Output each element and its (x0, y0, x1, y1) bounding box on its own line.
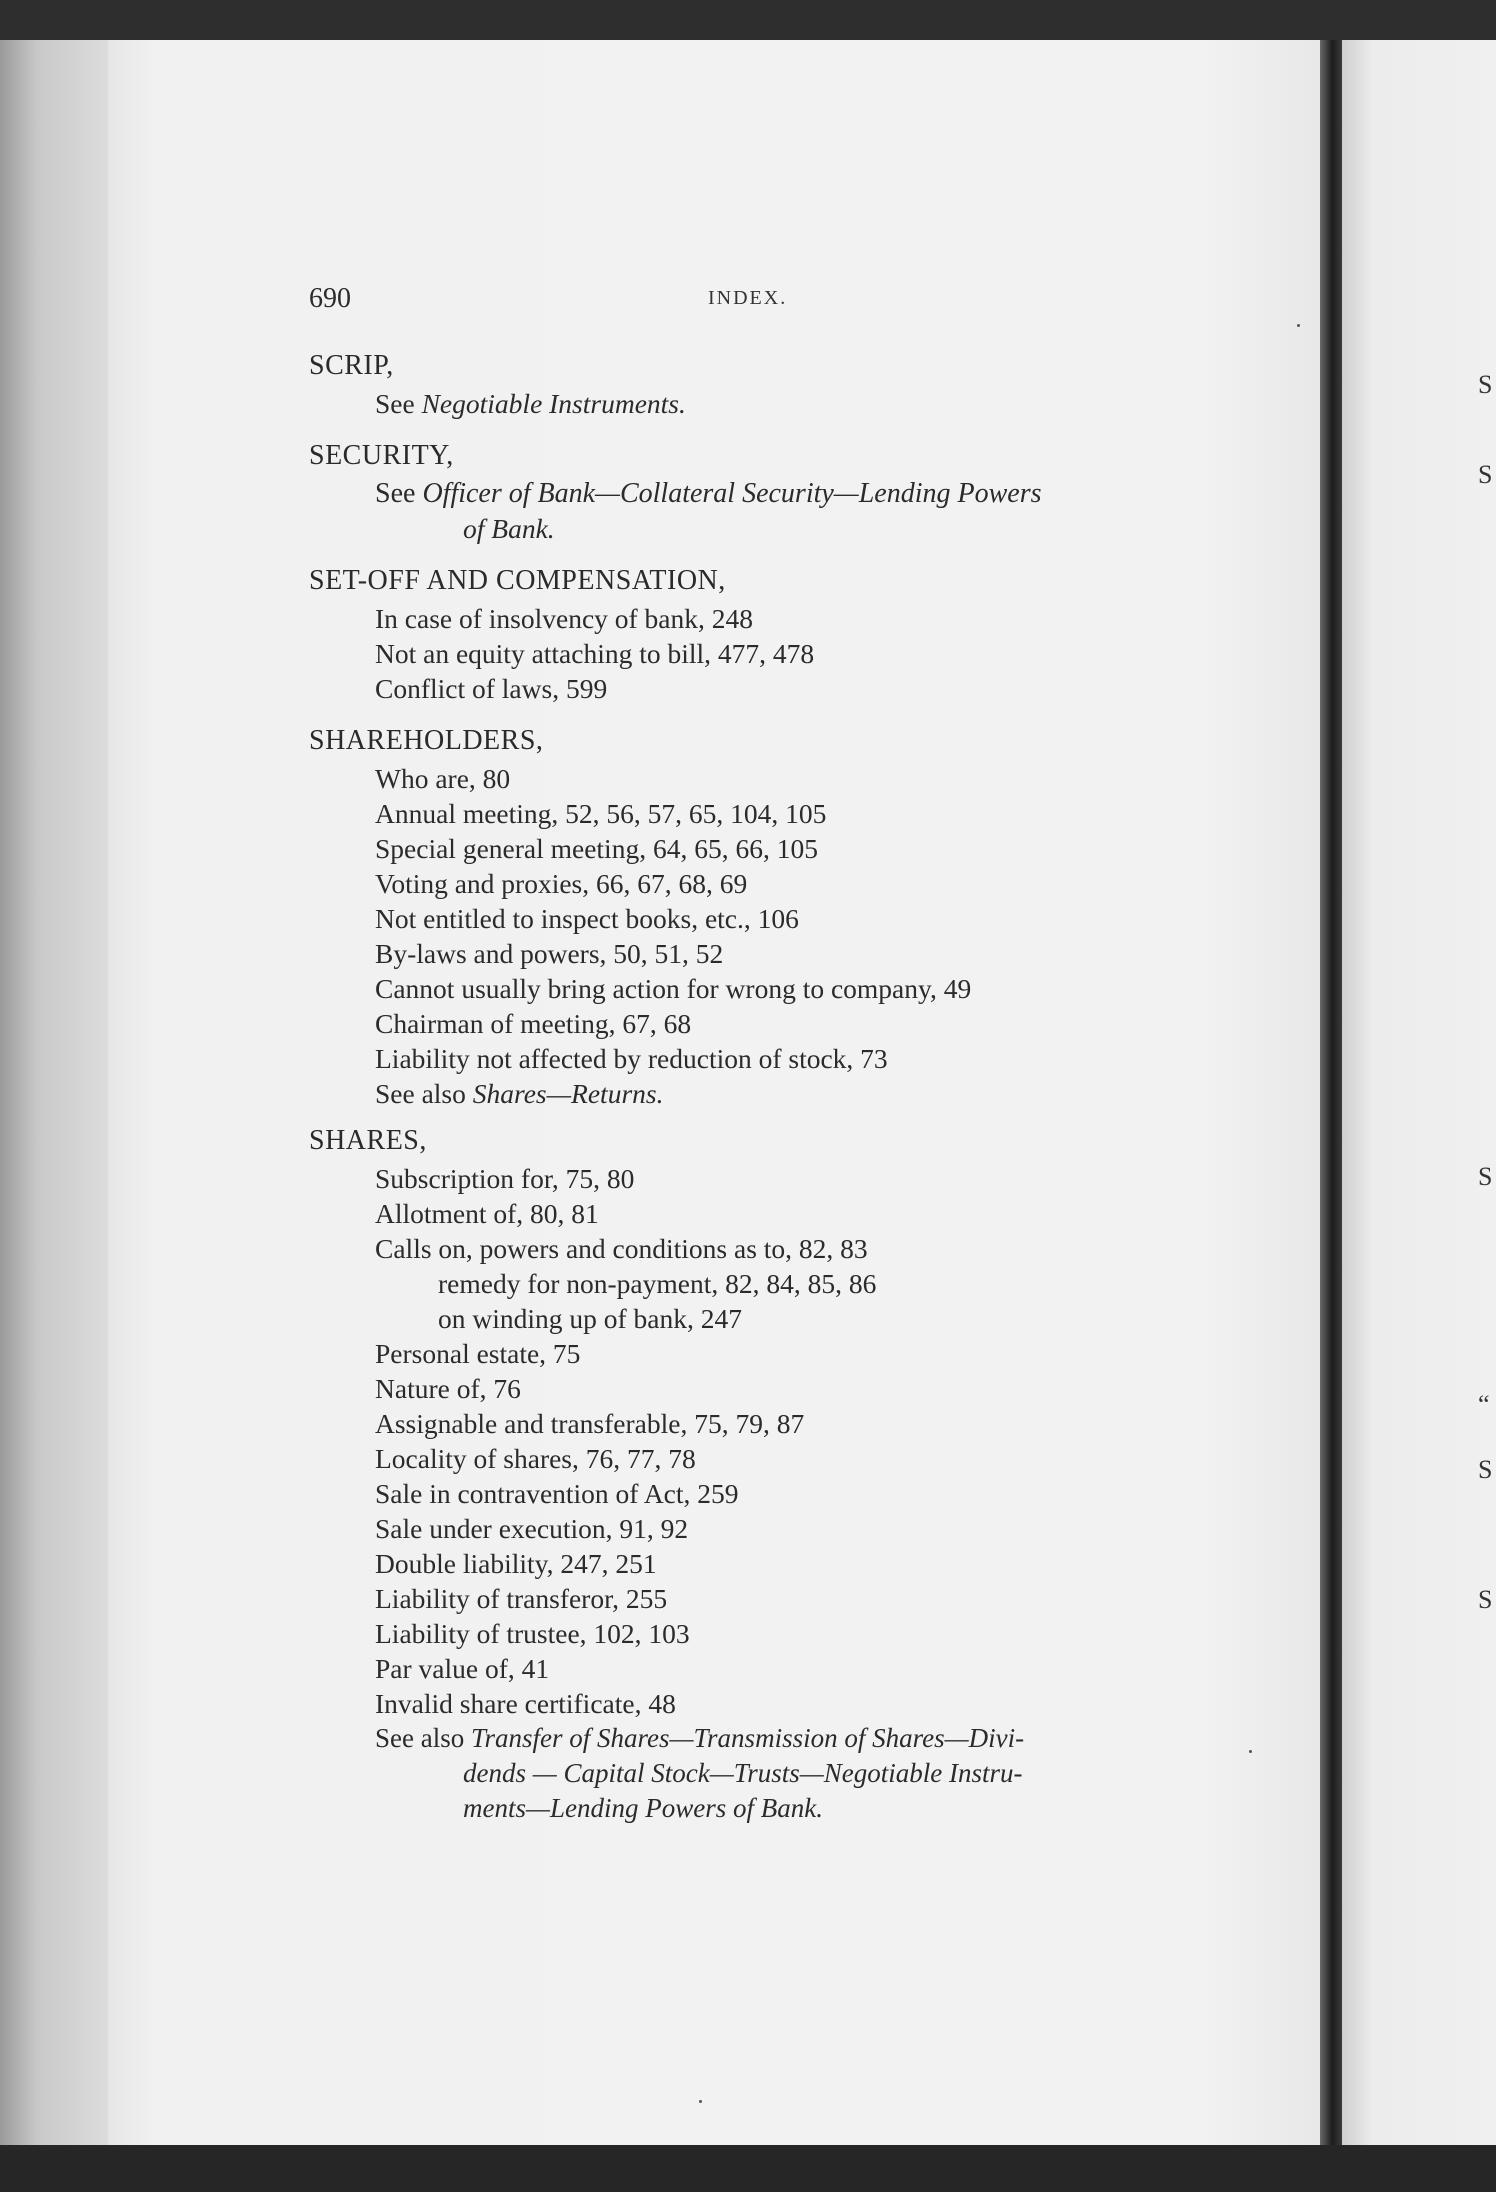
index-entry: Allotment of, 80, 81 (375, 1198, 599, 1229)
index-entry: Not entitled to inspect books, etc., 106 (375, 903, 799, 934)
index-heading-shares: SHARES, (309, 1125, 427, 1156)
left-book-edge (0, 40, 108, 2145)
index-entry: Cannot usually bring action for wrong to company, 49 (375, 973, 972, 1004)
index-subentry: on winding up of bank, 247 (438, 1303, 743, 1334)
index-entry: Nature of, 76 (375, 1373, 521, 1404)
page-number: 690 (309, 283, 351, 314)
index-entry: Liability not affected by reduction of stock, 73 (375, 1043, 888, 1074)
index-entry: By-laws and powers, 50, 51, 52 (375, 938, 724, 969)
index-entry: Voting and proxies, 66, 67, 68, 69 (375, 868, 748, 899)
index-entry: Who are, 80 (375, 763, 511, 794)
index-entry: Special general meeting, 64, 65, 66, 105 (375, 833, 818, 864)
facing-page-edge (1342, 40, 1496, 2145)
index-entry-continuation: dends — Capital Stock—Trusts—Negotiable Instru- (463, 1758, 1023, 1788)
index-entry: Personal estate, 75 (375, 1338, 581, 1369)
index-entry: Subscription for, 75, 80 (375, 1163, 635, 1194)
index-entry: In case of insolvency of bank, 248 (375, 603, 754, 634)
index-entry: Double liability, 247, 251 (375, 1548, 657, 1579)
index-entry: Liability of trustee, 102, 103 (375, 1618, 690, 1649)
index-entry: Sale under execution, 91, 92 (375, 1513, 689, 1544)
facing-page-letter: S (1478, 1455, 1493, 1484)
index-entry: Annual meeting, 52, 56, 57, 65, 104, 105 (375, 798, 827, 829)
scan-speck (1297, 324, 1300, 327)
facing-page-letter: S (1478, 1162, 1493, 1191)
index-entry: Conflict of laws, 599 (375, 673, 608, 704)
index-entry: Calls on, powers and conditions as to, 82, 83 (375, 1233, 868, 1264)
book-page (108, 40, 1320, 2145)
index-entry: Chairman of meeting, 67, 68 (375, 1008, 692, 1039)
index-entry: Locality of shares, 76, 77, 78 (375, 1443, 696, 1474)
index-heading-scrip: SCRIP, (309, 350, 394, 381)
index-entry: Not an equity attaching to bill, 477, 478 (375, 638, 815, 669)
index-entry: Sale in contravention of Act, 259 (375, 1478, 739, 1509)
index-entry: Par value of, 41 (375, 1653, 550, 1684)
index-entry: Invalid share certificate, 48 (375, 1688, 676, 1719)
index-entry-see-also: See also Shares—Returns. (375, 1078, 664, 1109)
index-entry-continuation: ments—Lending Powers of Bank. (463, 1793, 823, 1823)
index-subentry: remedy for non-payment, 82, 84, 85, 86 (438, 1268, 877, 1299)
facing-page-letter: “ (1478, 1390, 1490, 1419)
index-heading-set-off: SET-OFF AND COMPENSATION, (309, 565, 726, 596)
running-head: INDEX. (708, 287, 788, 309)
scan-bottom-border (0, 2145, 1496, 2192)
index-heading-shareholders: SHAREHOLDERS, (309, 725, 544, 756)
facing-page-letter: S (1478, 370, 1493, 399)
scan-top-border (0, 0, 1496, 40)
facing-page-letter: S (1478, 1585, 1493, 1614)
index-entry: Assignable and transferable, 75, 79, 87 (375, 1408, 805, 1439)
book-gutter (1320, 40, 1342, 2145)
index-heading-security: SECURITY, (309, 440, 454, 471)
index-entry: See Negotiable Instruments. (375, 388, 686, 419)
index-entry-continuation: of Bank. (463, 513, 555, 544)
index-entry: Liability of transferor, 255 (375, 1583, 668, 1614)
scan-speck (699, 2100, 702, 2103)
facing-page-letter: S (1478, 460, 1493, 489)
scan-speck (1249, 1750, 1252, 1753)
index-entry: See Officer of Bank—Collateral Security—Lending Powers (375, 478, 1042, 509)
index-entry-see-also: See also Transfer of Shares—Transmission of Shares—Divi- (375, 1723, 1025, 1753)
